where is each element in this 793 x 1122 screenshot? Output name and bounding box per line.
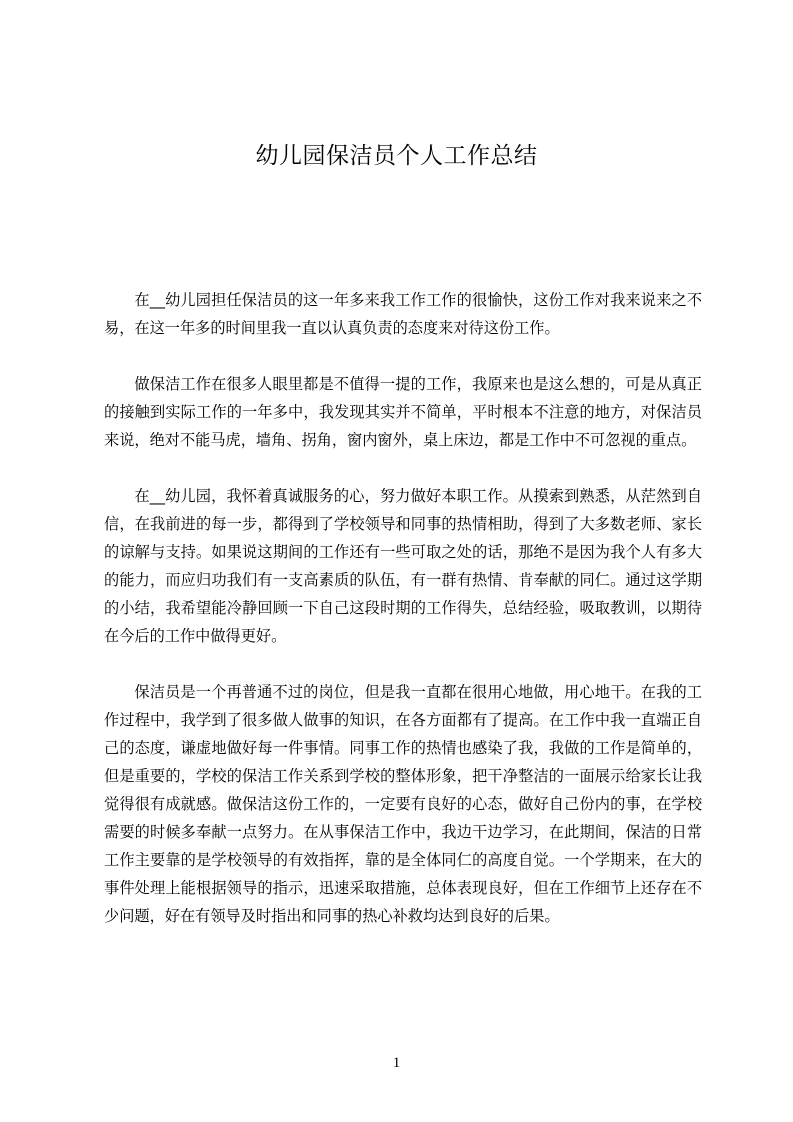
page-title: 幼儿园保洁员个人工作总结 xyxy=(255,143,538,169)
paragraph-4: 保洁员是一个再普通不过的岗位，但是我一直都在很用心地做，用心地干。在我的工作过程中，我学到了很多做人做事的知识，在各方面都有了提高。在工作中我一直端正自己的态度，谦虚地做好每一件事情。同事工作的热情也感染了我，我做的工作是简单的，但是重要的，学校的保洁工作关系到学校的整体形象，把干净整洁的一面展示给家长让我觉得很有成就感。做保洁这份工作的，一定要有良好的心态，做好自己份内的事，在学校需要的时候多奉献一点努力。在从事保洁工作中，我边干边学习，在此期间，保洁的日常工作主要靠的是学校领导的有效指挥，靠的是全体同仁的高度自觉。一个学期来，在大的事件处理上能根据领导的指示，迅速采取措施，总体表现良好，但在工作细节上还存在不少问题，好在有领导及时指出和同事的热心补救均达到良好的后果。 xyxy=(104,683,702,925)
paragraph-3: 在__幼儿园，我怀着真诚服务的心，努力做好本职工作。从摸索到熟悉，从茫然到自信，在我前进的每一步，都得到了学校领导和同事的热情相助，得到了大多数老师、家长的谅解与支持。如果说这期间的工作还有一些可取之处的话，那绝不是因为我个人有多大的能力，而应归功我们有一支高素质的队伍，有一群有热情、肯奉献的同仁。通过这学期的小结，我希望能冷静回顾一下自己这段时期的工作得失，总结经验，吸取教训，以期待在今后的工作中做得更好。 xyxy=(104,487,702,645)
document-body xyxy=(104,286,702,958)
paragraph-1: 在__幼儿园担任保洁员的这一年多来我工作工作的很愉快，这份工作对我来说来之不易，在这一年多的时间里我一直以认真负责的态度来对待这份工作。 xyxy=(104,291,702,337)
page-number: 1 xyxy=(392,1055,401,1071)
paragraph-2: 做保洁工作在很多人眼里都是不值得一提的工作，我原来也是这么想的，可是从真正的接触到实际工作的一年多中，我发现其实并不简单，平时根本不注意的地方，对保洁员来说，绝对不能马虎，墙角、拐角，窗内窗外，桌上床边，都是工作中不可忽视的重点。 xyxy=(104,375,702,449)
